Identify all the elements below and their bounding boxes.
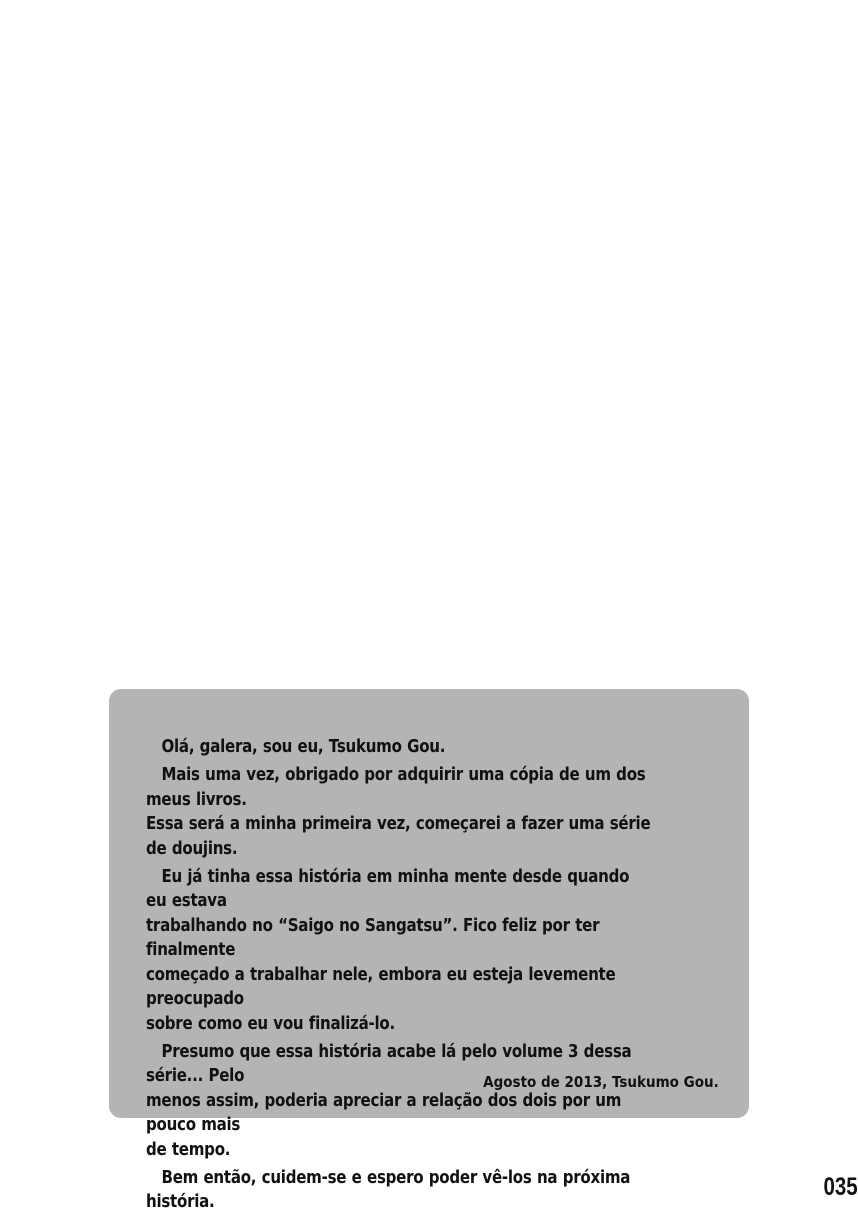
signature: Agosto de 2013, Tsukumo Gou. [483, 1073, 719, 1091]
page-number: 035 [823, 1173, 858, 1201]
afterword-paragraph: Olá, galera, sou eu, Tsukumo Gou. [161, 737, 446, 757]
afterword-paragraph: Bem então, cuidem-se e espero poder vê-los na próxima história. [146, 1167, 631, 1212]
afterword-paragraph: Eu já tinha essa história em minha mente desde quando eu estava trabalhando no “Saigo no Sangatsu”. Fico feliz por ter finalmente começado a trabalhar nele, embora eu esteja levemente preocupado sobre como eu vou finalizá-lo. [146, 866, 630, 1034]
afterword-text [146, 735, 653, 1218]
afterword-paragraph: Mais uma vez, obrigado por adquirir uma cópia de um dos meus livros. Essa será a minha primeira vez, começarei a fazer uma série de doujins. [146, 765, 651, 859]
afterword-box [109, 689, 749, 1212]
afterword-paragraph: Presumo que essa história acabe lá pelo volume 3 dessa série... Pelo menos assim, poderia apreciar a relação dos dois por um pouco mais de tempo. [146, 1041, 632, 1160]
